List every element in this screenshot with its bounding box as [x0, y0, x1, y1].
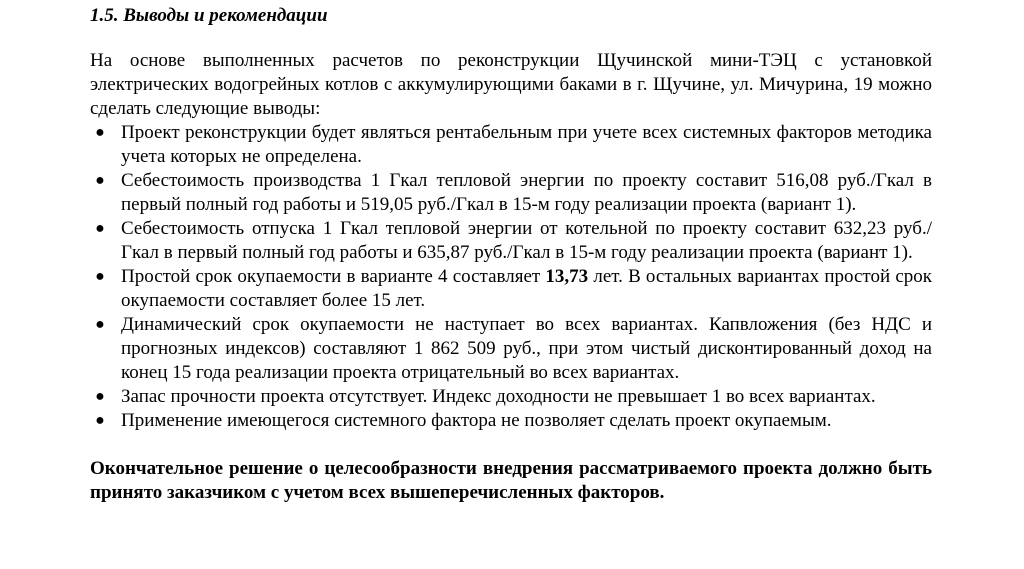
intro-paragraph: На основе выполненных расчетов по реконструкции Щучинской мини-ТЭЦ с установкой электрических водогрейных котлов с аккумулирующими баками в г. Щучине, ул. Мичурина, 19 можно сделать следующие выводы:: [90, 50, 932, 119]
bullet-icon: ●: [95, 268, 105, 285]
list-item: [90, 169, 932, 217]
list-item: [90, 409, 932, 433]
bullet-icon: ●: [95, 388, 105, 405]
list-item-text: Проект реконструкции будет являться рентабельным при учете всех системных факторов методика учета которых не определена.: [121, 122, 932, 167]
list-item-text: Себестоимость отпуска 1 Гкал тепловой энергии от котельной по проекту составит 632,23 руб./Гкал в первый полный год работы и 635,87 руб./Гкал в 15-м году реализации проекта (вариант 1).: [121, 218, 932, 263]
document-page: [90, 4, 932, 505]
list-item: [90, 121, 932, 169]
list-item-text: Применение имеющегося системного фактора не позволяет сделать проект окупаемым.: [121, 410, 832, 431]
list-item: [90, 217, 932, 265]
bullet-icon: ●: [95, 220, 105, 237]
payback-period-value: 13,73: [545, 266, 589, 287]
list-item-text: Запас прочности проекта отсутствует. Индекс доходности не превышает 1 во всех вариантах.: [121, 386, 876, 407]
bullet-icon: ●: [95, 172, 105, 189]
bullet-icon: ●: [95, 124, 105, 141]
bullet-icon: ●: [95, 412, 105, 429]
list-item-text: Динамический срок окупаемости не наступает во всех вариантах. Капвложения (без НДС и прогнозных индексов) составляют 1 862 509 руб., при этом чистый дисконтированный доход на конец 15 года реализации проекта отрицательный во всех вариантах.: [121, 314, 932, 383]
list-item: [90, 385, 932, 409]
final-conclusion: Окончательное решение о целесообразности внедрения рассматриваемого проекта должно быть принято заказчиком с учетом всех вышеперечисленных факторов.: [90, 458, 932, 503]
list-item-text: [121, 266, 932, 311]
list-item: [90, 313, 932, 385]
bullet-icon: ●: [95, 316, 105, 333]
list-item-text-before: Простой срок окупаемости в варианте 4 составляет: [121, 266, 546, 287]
list-item-text-after: лет. В остальных вариантах простой срок окупаемости составляет более 15 лет.: [121, 266, 932, 311]
conclusions-list: [90, 121, 932, 433]
list-item-text: Себестоимость производства 1 Гкал тепловой энергии по проекту составит 516,08 руб./Гкал в первый полный год работы и 519,05 руб./Гкал в 15-м году реализации проекта (вариант 1).: [121, 170, 932, 215]
section-heading: 1.5. Выводы и рекомендации: [90, 5, 328, 26]
list-item: [90, 265, 932, 313]
